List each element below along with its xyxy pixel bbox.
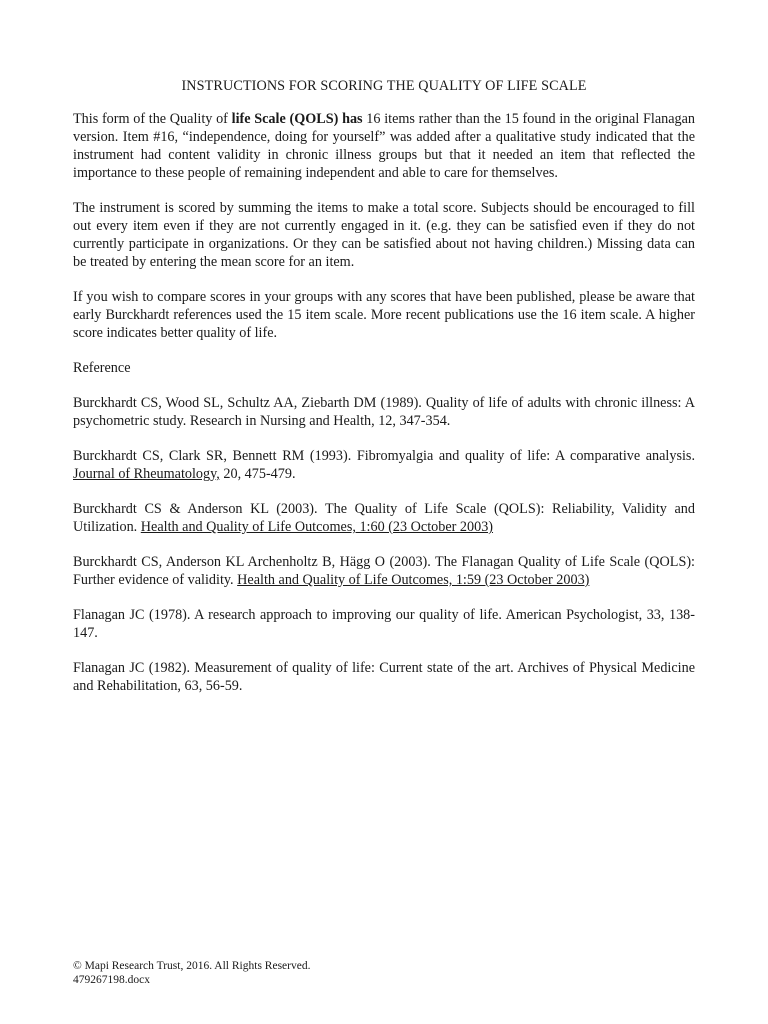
page-footer (73, 959, 310, 987)
reference-text: Flanagan JC (1978). A research approach to improving our quality of life. American Psychologist, 33, 138-147. (73, 607, 695, 641)
copyright-text: © Mapi Research Trust, 2016. All Rights Reserved. (73, 960, 311, 972)
reference-heading: Reference (73, 360, 131, 376)
reference-item (73, 500, 695, 536)
reference-text: Burckhardt CS, Clark SR, Bennett RM (1993). Fibromyalgia and quality of life: A comparative analysis. (73, 448, 695, 464)
file-name: 479267198.docx (73, 974, 150, 986)
scoring-paragraph: The instrument is scored by summing the items to make a total score. Subjects should be encouraged to fill out every item even if they are not currently engaged in it. (e.g. they can be satisfied even if they do not currently participate in organizations. Or they can be satisfied about not having children.) Missing data can be treated by entering the mean score for an item. (73, 200, 695, 270)
reference-item (73, 606, 695, 642)
reference-text: Burckhardt CS, Wood SL, Schultz AA, Ziebarth DM (1989). Quality of life of adults with chronic illness: A psychometric study. Research in Nursing and Health, 12, 347-354. (73, 395, 695, 429)
reference-item (73, 447, 695, 483)
intro-paragraph (73, 110, 695, 182)
reference-text: Flanagan JC (1982). Measurement of quality of life: Current state of the art. Archives of Physical Medicine and Rehabilitation, 63, 56-59. (73, 660, 695, 694)
compare-paragraph: If you wish to compare scores in your groups with any scores that have been published, please be aware that early Burckhardt references used the 15 item scale. More recent publications use the 16 item scale. A higher score indicates better quality of life. (73, 289, 695, 341)
reference-text-tail: 20, 475-479. (219, 466, 296, 482)
intro-bold-text: life Scale (QOLS) has (231, 111, 363, 127)
page-title: INSTRUCTIONS FOR SCORING THE QUALITY OF LIFE SCALE (181, 78, 587, 94)
reference-journal-link: Health and Quality of Life Outcomes, 1:60 (23 October 2003) (140, 519, 494, 535)
reference-journal-link: Health and Quality of Life Outcomes, 1:59 (23 October 2003) (237, 572, 590, 588)
intro-text-1: This form of the Quality of (73, 111, 232, 127)
intro-text-2: 16 items rather than the 15 found in the original Flanagan version. Item #16, “independence, doing for yourself” was added after a qualitative study indicated that the instrument had content validity in chronic illness groups but that it needed an item that reflected the importance to these people of remaining independent and able to care for themselves. (73, 111, 695, 181)
reference-item (73, 394, 695, 430)
document-body (73, 110, 695, 712)
reference-journal-link: Journal of Rheumatology, (73, 466, 220, 482)
reference-text: Burckhardt CS, Anderson KL Archenholtz B, Hägg O (2003). The Flanagan Quality of Life Scale (QOLS): Further evidence of validity. (73, 554, 695, 588)
reference-item (73, 659, 695, 695)
reference-item (73, 553, 695, 589)
reference-text: Burckhardt CS & Anderson KL (2003). The Quality of Life Scale (QOLS): Reliability, Validity and Utilization. (73, 501, 695, 535)
